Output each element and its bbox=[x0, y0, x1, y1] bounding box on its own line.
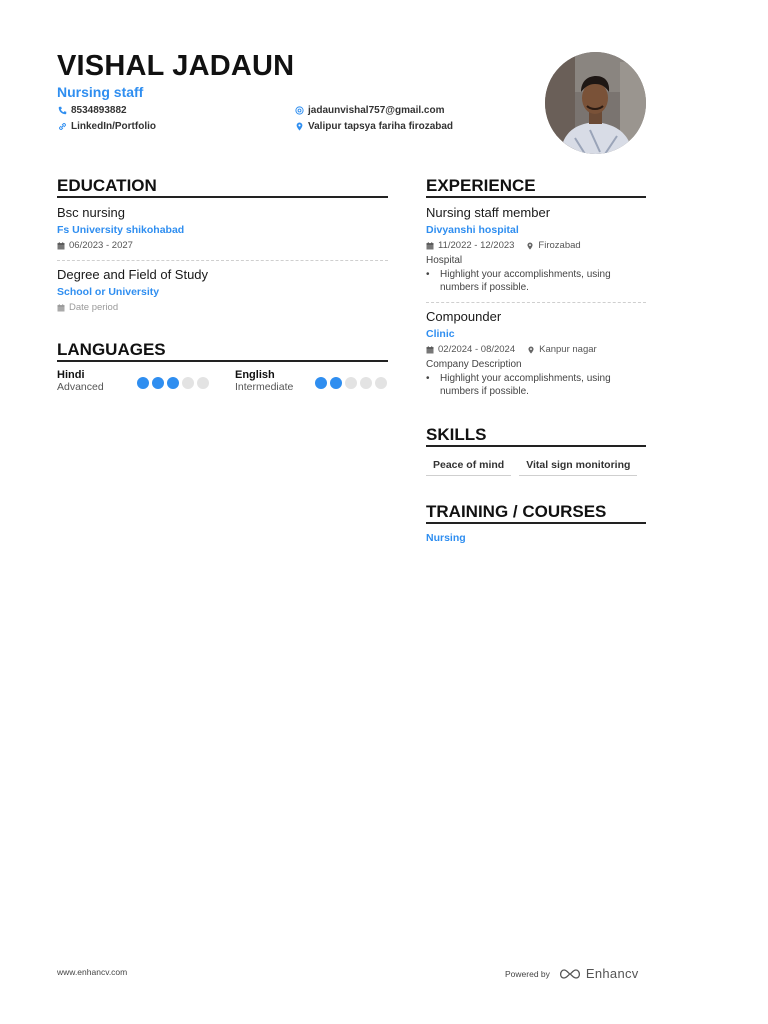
candidate-title: Nursing staff bbox=[57, 84, 144, 100]
education-item bbox=[57, 205, 388, 251]
skills-divider bbox=[426, 445, 646, 447]
location-pin-icon bbox=[527, 346, 535, 354]
rating-dot-filled bbox=[167, 377, 179, 389]
experience-meta bbox=[426, 344, 646, 355]
experience-meta bbox=[426, 240, 646, 251]
education-degree: Degree and Field of Study bbox=[57, 267, 209, 282]
languages-divider bbox=[57, 360, 388, 362]
rating-dot-empty bbox=[375, 377, 387, 389]
enhancv-logo-icon bbox=[558, 968, 582, 980]
language-rating bbox=[315, 377, 387, 389]
experience-location: Kanpur nagar bbox=[539, 344, 597, 355]
calendar-icon bbox=[57, 304, 65, 312]
email-contact[interactable] bbox=[295, 105, 444, 116]
at-icon bbox=[295, 106, 304, 115]
training-heading: TRAINING / COURSES bbox=[426, 502, 607, 521]
candidate-name: VISHAL JADAUN bbox=[57, 50, 295, 82]
link-contact[interactable] bbox=[58, 121, 156, 132]
bullet-text: Highlight your accomplishments, using numbers if possible. bbox=[440, 373, 611, 397]
skill-tag: Peace of mind bbox=[426, 456, 511, 476]
bullet-dot: • bbox=[426, 373, 430, 384]
education-period bbox=[57, 240, 388, 251]
experience-description: Company Description bbox=[426, 359, 522, 370]
experience-role: Compounder bbox=[426, 309, 502, 324]
education-school: Fs University shikohabad bbox=[57, 224, 185, 236]
education-separator bbox=[57, 260, 388, 261]
languages-heading: LANGUAGES bbox=[57, 340, 166, 359]
experience-description: Hospital bbox=[426, 255, 463, 266]
rating-dot-empty bbox=[360, 377, 372, 389]
language-level: Advanced bbox=[57, 381, 104, 393]
skills-heading: SKILLS bbox=[426, 425, 487, 444]
education-heading: EDUCATION bbox=[57, 176, 157, 195]
language-name: Hindi bbox=[57, 369, 85, 381]
education-period-text: 06/2023 - 2027 bbox=[69, 240, 133, 251]
experience-heading: EXPERIENCE bbox=[426, 176, 536, 195]
education-divider bbox=[57, 196, 388, 198]
profile-photo bbox=[545, 52, 646, 154]
footer-powered bbox=[505, 966, 639, 981]
phone-number: 8534893882 bbox=[71, 105, 127, 116]
language-item bbox=[235, 369, 293, 393]
bullet-dot: • bbox=[426, 269, 430, 280]
education-degree: Bsc nursing bbox=[57, 205, 125, 220]
experience-period: 11/2022 - 12/2023 bbox=[438, 240, 515, 251]
experience-company: Clinic bbox=[426, 328, 455, 340]
experience-item bbox=[426, 205, 646, 294]
experience-item bbox=[426, 309, 646, 398]
location-pin-icon bbox=[295, 122, 304, 131]
rating-dot-filled bbox=[315, 377, 327, 389]
experience-separator bbox=[426, 302, 646, 303]
powered-by-label: Powered by bbox=[505, 968, 550, 979]
rating-dot-empty bbox=[345, 377, 357, 389]
calendar-icon bbox=[57, 242, 65, 250]
bullet-text: Highlight your accomplishments, using numbers if possible. bbox=[440, 269, 611, 293]
rating-dot-filled bbox=[152, 377, 164, 389]
rating-dot-empty bbox=[182, 377, 194, 389]
language-item bbox=[57, 369, 104, 393]
rating-dot-empty bbox=[197, 377, 209, 389]
footer-website[interactable]: www.enhancv.com bbox=[57, 967, 128, 977]
location-contact bbox=[295, 121, 453, 132]
experience-bullet bbox=[426, 269, 646, 294]
phone-contact bbox=[58, 105, 127, 116]
education-school: School or University bbox=[57, 286, 160, 298]
link-icon bbox=[58, 122, 67, 131]
experience-bullet bbox=[426, 373, 646, 398]
calendar-icon bbox=[426, 346, 434, 354]
brand-name: Enhancv bbox=[585, 966, 639, 981]
location-pin-icon bbox=[526, 242, 534, 250]
skills-list bbox=[426, 456, 637, 476]
experience-divider bbox=[426, 196, 646, 198]
brand-logo[interactable] bbox=[558, 966, 639, 981]
training-item: Nursing bbox=[426, 532, 466, 544]
rating-dot-filled bbox=[137, 377, 149, 389]
training-divider bbox=[426, 522, 646, 524]
email-address[interactable]: jadaunvishal757@gmail.com bbox=[308, 105, 445, 116]
location-text: Valipur tapsya fariha firozabad bbox=[308, 121, 454, 132]
experience-period: 02/2024 - 08/2024 bbox=[438, 344, 516, 355]
language-level: Intermediate bbox=[235, 381, 294, 393]
experience-role: Nursing staff member bbox=[426, 205, 551, 220]
experience-location: Firozabad bbox=[538, 240, 581, 251]
rating-dot-filled bbox=[330, 377, 342, 389]
portfolio-link[interactable]: LinkedIn/Portfolio bbox=[71, 121, 156, 132]
education-period bbox=[57, 302, 388, 313]
experience-company: Divyanshi hospital bbox=[426, 224, 519, 236]
calendar-icon bbox=[426, 242, 434, 250]
phone-icon bbox=[58, 106, 67, 115]
skill-tag: Vital sign monitoring bbox=[519, 456, 637, 476]
language-rating bbox=[137, 377, 209, 389]
language-name: English bbox=[235, 369, 275, 381]
education-item bbox=[57, 267, 388, 313]
education-period-text: Date period bbox=[69, 302, 119, 313]
